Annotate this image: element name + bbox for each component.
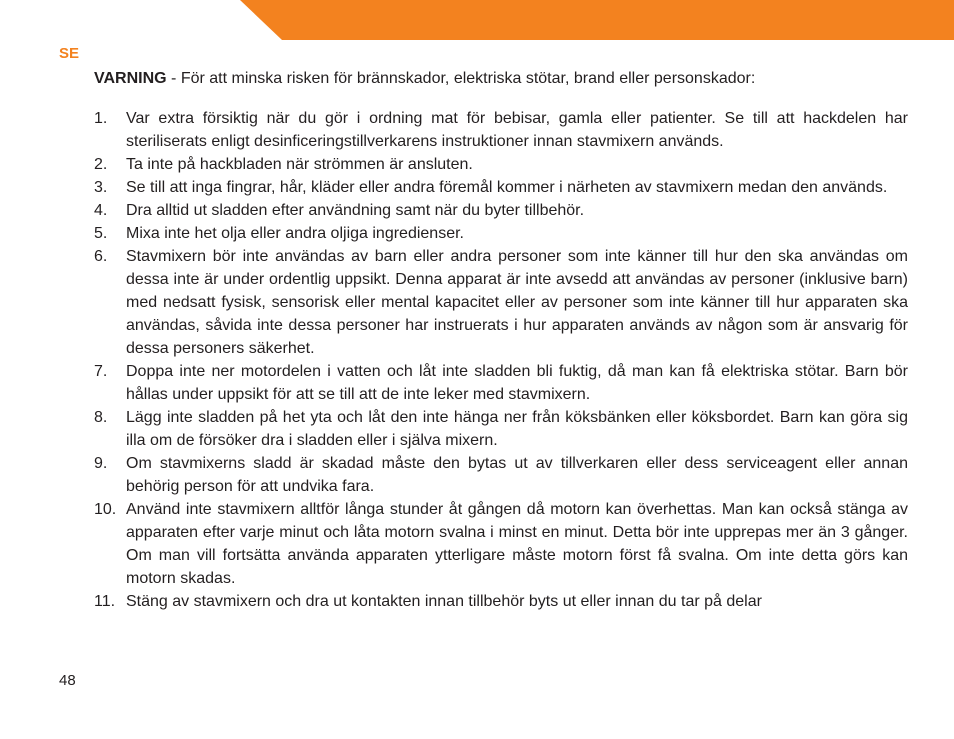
orange-banner-shape bbox=[240, 0, 954, 40]
language-tag: SE bbox=[59, 45, 80, 62]
list-item bbox=[94, 498, 908, 590]
item-text: Använd inte stavmixern alltför långa stunder åt gången då motorn kan överhettas. Man kan också stänga av apparaten efter varje minut och låta motorn svalna i minst en minut. Detta bör inte upprepas mer än 3 gånger. Om man vill fortsätta använda apparaten ytterligare måste motorn först få svalna. Om inte detta görs kan motorn skadas. bbox=[126, 501, 908, 587]
list-item bbox=[94, 452, 908, 498]
header-banner bbox=[0, 0, 954, 40]
item-text: Se till att inga fingrar, hår, kläder eller andra föremål kommer i närheten av stavmixern medan den används. bbox=[126, 179, 888, 196]
list-item bbox=[94, 590, 908, 613]
warning-intro bbox=[94, 68, 908, 90]
item-number: 8. bbox=[94, 409, 108, 426]
list-item bbox=[94, 245, 908, 360]
page-number: 48 bbox=[59, 672, 76, 689]
item-text: Var extra försiktig när du gör i ordning mat för bebisar, gamla eller patienter. Se till att hackdelen har steriliserats enligt desinficeringstillverkarens instruktioner innan stavmixern används. bbox=[126, 110, 908, 150]
list-item bbox=[94, 360, 908, 406]
warning-label: VARNING bbox=[94, 70, 167, 87]
item-text: Om stavmixerns sladd är skadad måste den bytas ut av tillverkaren eller dess serviceagent eller annan behörig person för att undvika fara. bbox=[126, 455, 908, 495]
item-text: Lägg inte sladden på het yta och låt den inte hänga ner från köksbänken eller köksbordet. Barn kan göra sig illa om de försöker dra i sladden eller i själva mixern. bbox=[126, 409, 908, 449]
list-item bbox=[94, 406, 908, 452]
safety-instructions-list bbox=[94, 107, 908, 613]
item-number: 1. bbox=[94, 110, 108, 127]
list-item bbox=[94, 222, 908, 245]
item-text: Stäng av stavmixern och dra ut kontakten innan tillbehör byts ut eller innan du tar på delar bbox=[126, 593, 762, 610]
warning-text: - För att minska risken för brännskador, elektriska stötar, brand eller personskador: bbox=[166, 70, 756, 87]
item-text: Stavmixern bör inte användas av barn eller andra personer som inte känner till hur den ska användas om dessa inte är under ordentlig uppsikt. Denna apparat är inte avsedd att användas av personer (inklusive barn) med nedsatt fysisk, sensorisk eller mental kapacitet eller av personer som inte känner till hur apparaten ska användas, såvida inte dessa personer har instruerats i hur apparaten används av någon som är ansvarig för dessa personers säkerhet. bbox=[126, 248, 908, 357]
item-number: 6. bbox=[94, 248, 108, 265]
item-number: 5. bbox=[94, 225, 108, 242]
item-number: 2. bbox=[94, 156, 108, 173]
list-item bbox=[94, 153, 908, 176]
list-item bbox=[94, 107, 908, 153]
item-text: Doppa inte ner motordelen i vatten och låt inte sladden bli fuktig, då man kan få elektriska stötar. Barn bör hållas under uppsikt för att se till att de inte leker med stavmixern. bbox=[126, 363, 908, 403]
item-number: 9. bbox=[94, 455, 108, 472]
item-number: 3. bbox=[94, 179, 108, 196]
list-item bbox=[94, 199, 908, 222]
item-number: 11. bbox=[94, 593, 116, 610]
item-number: 10. bbox=[94, 501, 117, 518]
list-item bbox=[94, 176, 908, 199]
item-number: 4. bbox=[94, 202, 108, 219]
item-text: Mixa inte het olja eller andra oljiga ingredienser. bbox=[126, 225, 464, 242]
item-text: Dra alltid ut sladden efter användning samt när du byter tillbehör. bbox=[126, 202, 585, 219]
item-number: 7. bbox=[94, 363, 108, 380]
item-text: Ta inte på hackbladen när strömmen är ansluten. bbox=[126, 156, 473, 173]
